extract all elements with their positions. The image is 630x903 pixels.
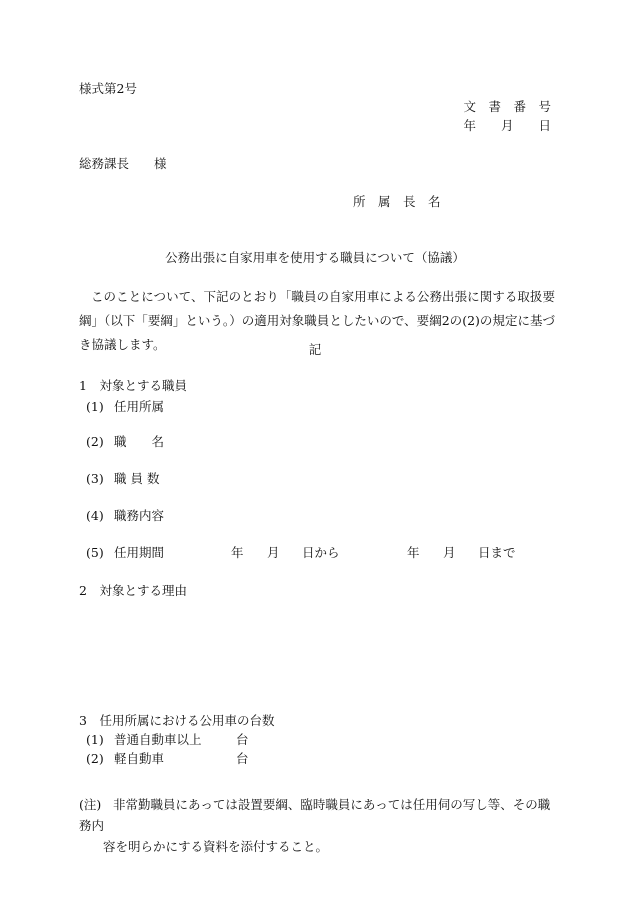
section-1-item: [86, 510, 164, 523]
document-number-label: 文 書 番 号: [463, 99, 551, 114]
from-year: 年: [231, 545, 244, 560]
item-number: (2): [86, 751, 104, 766]
section-1-heading: 1 対象とする職員: [79, 378, 187, 393]
from-month: 月: [267, 545, 280, 560]
item-number: (5): [86, 545, 104, 560]
section-3-heading: 3 任用所属における公用車の台数: [79, 713, 275, 728]
item-number: (3): [86, 471, 104, 486]
section-2-heading: 2 対象とする理由: [79, 583, 187, 598]
note: [79, 794, 559, 857]
vehicle-row: [86, 753, 386, 769]
section-1-item: [86, 401, 164, 414]
to-month: 月: [443, 545, 456, 560]
item-number: (4): [86, 508, 104, 523]
addressee: 総務課長 様: [79, 156, 167, 171]
to-day: 日まで: [478, 545, 516, 560]
section-1-item: [86, 473, 159, 486]
item-number: (1): [86, 732, 104, 747]
ki-marker: 記: [308, 342, 322, 357]
document-title: 公務出張に自家用車を使用する職員について（協議）: [165, 250, 465, 265]
item-label: 任用所属: [114, 399, 165, 414]
item-label: 任用期間: [114, 545, 165, 560]
item-label: 軽自動車: [114, 751, 165, 766]
note-label: (注): [79, 797, 102, 812]
sender-name: 所 属 長 名: [353, 194, 441, 209]
item-label: 職 名: [114, 434, 165, 449]
vehicle-unit: 台: [236, 751, 249, 766]
date-label: 年 月 日: [463, 118, 551, 133]
item-number: (1): [86, 399, 104, 414]
item-label: 職務内容: [114, 508, 165, 523]
item-number: (2): [86, 434, 104, 449]
period-row: [86, 547, 566, 563]
note-line-2: 容を明らかにする資料を添付すること。: [103, 839, 329, 854]
item-label: 職 員 数: [114, 471, 160, 486]
form-number: 様式第2号: [79, 81, 137, 96]
to-year: 年: [407, 545, 420, 560]
vehicle-row: [86, 734, 386, 750]
item-label: 普通自動車以上: [114, 732, 202, 747]
from-day: 日から: [302, 545, 340, 560]
note-line-1: 非常勤職員にあっては設置要綱、臨時職員にあっては任用伺の写し等、その職務内: [79, 797, 551, 833]
vehicle-unit: 台: [236, 732, 249, 747]
section-1-item: [86, 436, 164, 449]
body-paragraph: このことについて、下記のとおり「職員の自家用車による公務出張に関する取扱要綱」（以下「要綱」という。）の適用対象職員としたいので、要綱2の(2)の規定に基づき協議します。: [79, 289, 555, 352]
